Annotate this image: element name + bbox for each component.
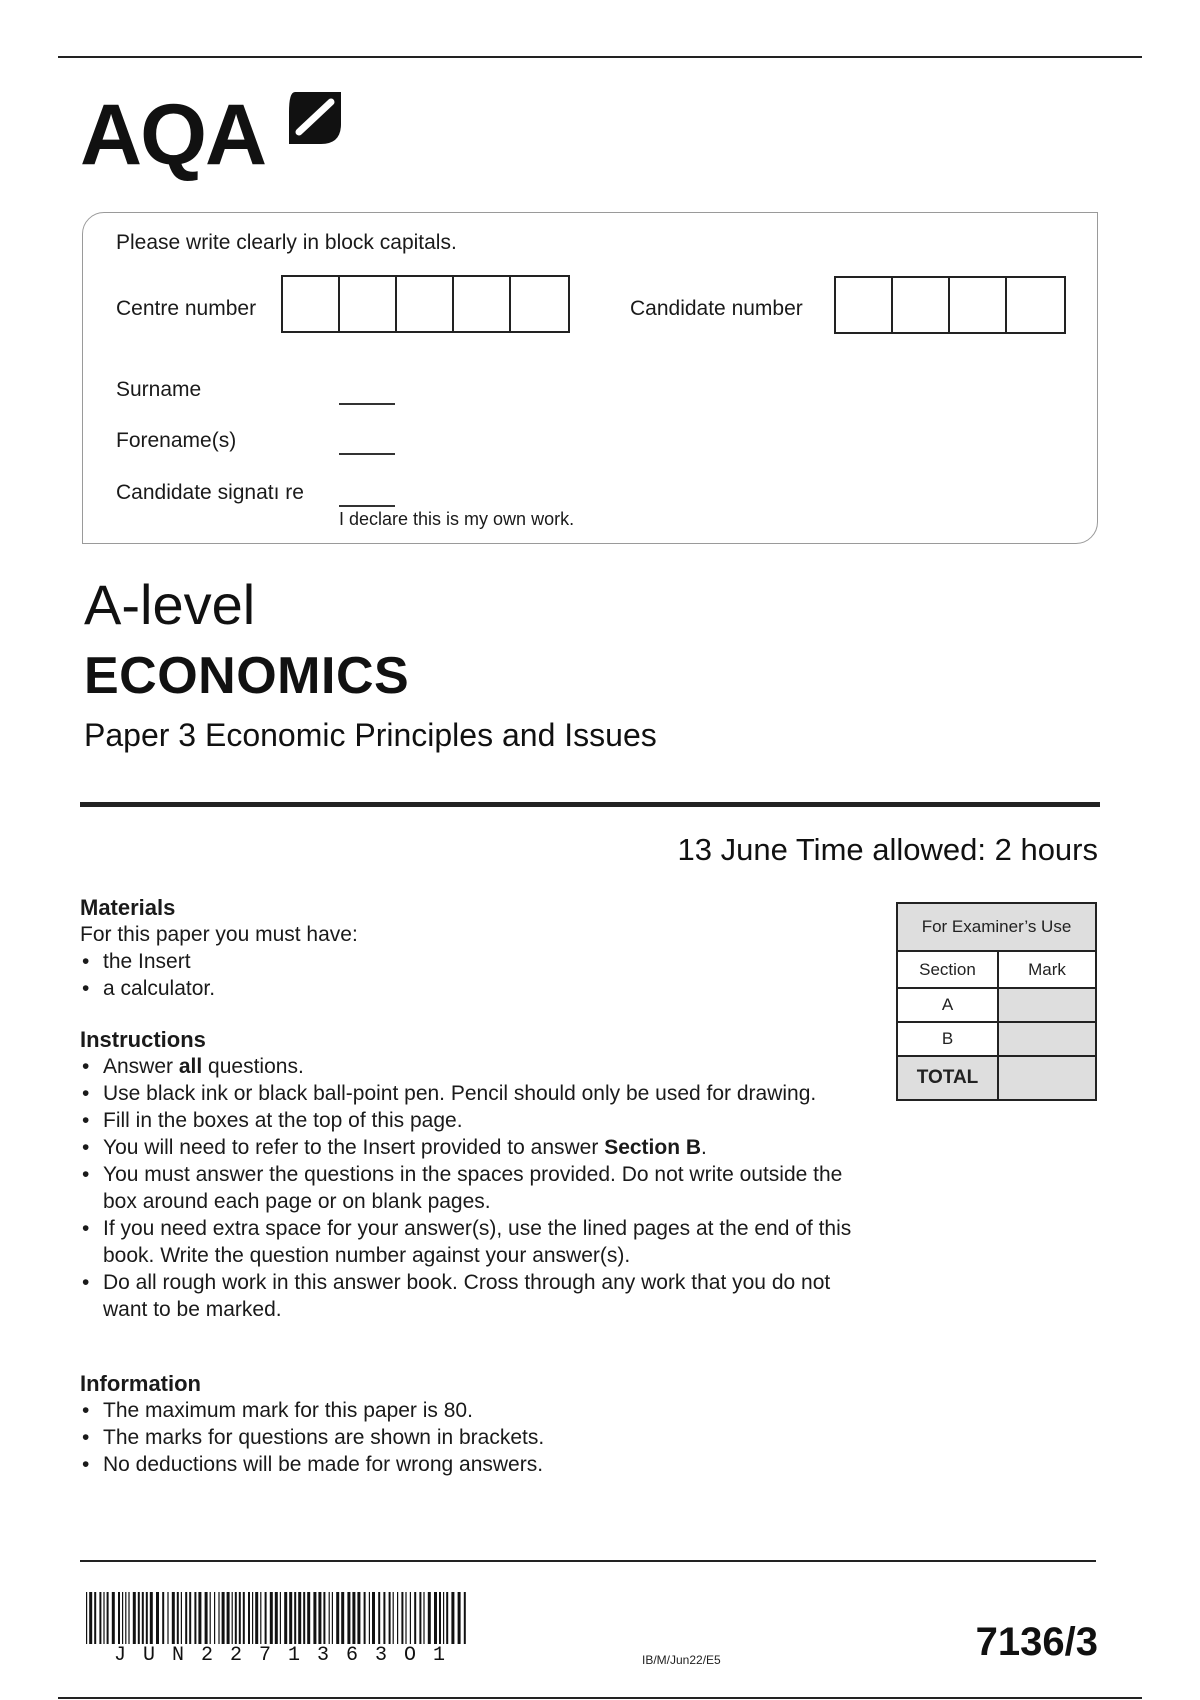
barcode-bar [167,1592,168,1644]
footer-rule [80,1560,1096,1562]
barcode-bar [439,1592,441,1644]
barcode-bar [341,1592,344,1644]
barcode-bar [142,1592,144,1644]
barcode-bar [446,1592,448,1644]
barcode-bar [189,1592,191,1644]
barcode-bar [393,1592,394,1644]
centre-digit-box[interactable] [340,277,397,331]
signature-label: Candidate signatı re [116,481,304,504]
materials-item: • a calculator. [80,975,880,1002]
barcode-bar [185,1592,187,1644]
barcode-bar [194,1592,196,1644]
barcode-bar [89,1592,92,1644]
barcode-bar [210,1592,211,1644]
barcode-bar [294,1592,296,1644]
instructions-section [80,1026,880,1323]
barcode-bar [451,1592,454,1644]
paper-title: Paper 3 Economic Principles and Issues [84,717,657,753]
barcode-bar [227,1592,230,1644]
instruction-item: • Use black ink or black ball-point pen. Pencil should only be used for drawing. [80,1080,880,1107]
barcode-bar [405,1592,406,1644]
candidate-details-box [82,212,1098,544]
barcode-bar [218,1592,219,1644]
section-label: A [897,988,998,1022]
barcode-bar [138,1592,140,1644]
forenames-label: Forename(s) [116,429,237,452]
barcode-text: JUN2271363O1 [114,1644,463,1667]
barcode-bar [401,1592,403,1644]
barcode-bar [389,1592,391,1644]
barcode-bar [298,1592,301,1644]
barcode-bar [260,1592,261,1644]
barcode-bar [357,1592,360,1644]
instruction-item: • Do all rough work in this answer book. Cross through any work that you do not want to be marked. [80,1269,880,1323]
barcode-bar [86,1592,87,1644]
barcode-bar [122,1592,123,1644]
information-heading: Information [80,1371,201,1396]
barcode-bar [222,1592,225,1644]
mark-column-header: Mark [998,951,1096,988]
aqa-leaf-icon [285,88,345,150]
instruction-item [80,1053,880,1080]
barcode-bar [248,1592,250,1644]
barcode-bar [372,1592,375,1644]
total-label: TOTAL [897,1056,998,1100]
barcode-bar [232,1592,233,1644]
barcode-bar [275,1592,278,1644]
barcode-bar [443,1592,444,1644]
centre-number-label: Centre number [116,297,257,320]
instruction-item: • You must answer the questions in the spaces provided. Do not write outside the box around each page or on blank pages. [80,1161,880,1215]
bottom-rule [58,1697,1142,1699]
barcode-bar [458,1592,461,1644]
candidate-digit-box[interactable] [836,278,893,332]
barcode-bar [419,1592,421,1644]
qualification-level: A-level [84,573,256,636]
barcode-bar [378,1592,380,1644]
candidate-digit-box[interactable] [950,278,1007,332]
barcode-bar [205,1592,208,1644]
barcode-bar [252,1592,253,1644]
barcode-bar [434,1592,437,1644]
candidate-digit-box[interactable] [893,278,950,332]
mark-cell [998,1022,1096,1056]
logo-text: AQA [80,87,266,183]
block-capitals-instruction: Please write clearly in block capitals. [116,231,457,254]
barcode [86,1592,470,1644]
top-rule [58,56,1142,58]
barcode-bar [198,1592,201,1644]
barcode-bar [265,1592,267,1644]
barcode-bar [284,1592,287,1644]
barcode-bar [103,1592,104,1644]
centre-digit-box[interactable] [283,277,340,331]
barcode-bar [235,1592,237,1644]
barcode-bar [303,1592,305,1644]
barcode-bar [352,1592,355,1644]
instruction-emphasis: all [178,1055,203,1078]
barcode-bar [313,1592,316,1644]
instruction-text: . [701,1136,707,1159]
surname-label: Surname [116,378,202,401]
instruction-text: questions. [202,1055,304,1078]
barcode-bar [423,1592,424,1644]
barcode-bar [289,1592,292,1644]
barcode-bar [177,1592,179,1644]
materials-item: • the Insert [80,948,880,975]
section-label: B [897,1022,998,1056]
barcode-bar [383,1592,385,1644]
barcode-bar [336,1592,339,1644]
barcode-bar [318,1592,321,1644]
barcode-bar [99,1592,101,1644]
information-item: • No deductions will be made for wrong answers. [80,1451,880,1478]
materials-section [80,894,880,1002]
centre-digit-box[interactable] [454,277,511,331]
barcode-bar [364,1592,366,1644]
barcode-bar [125,1592,126,1644]
barcode-bar [307,1592,310,1644]
instruction-item: • Fill in the boxes at the top of this page. [80,1107,880,1134]
information-item: • The maximum mark for this paper is 80. [80,1397,880,1424]
exam-date-time: 13 June Time allowed: 2 hours [677,832,1098,867]
instruction-emphasis: Section B [604,1136,702,1159]
examiner-use-table [896,902,1097,1101]
barcode-bar [172,1592,175,1644]
instruction-item [80,1134,880,1161]
surname-field[interactable] [339,403,395,405]
barcode-bar [133,1592,136,1644]
materials-heading: Materials [80,895,176,920]
barcode-bar [128,1592,129,1644]
centre-digit-box[interactable] [397,277,454,331]
barcode-bar [118,1592,120,1644]
centre-number-boxes[interactable] [281,275,570,333]
barcode-bar [214,1592,215,1644]
subject-title: ECONOMICS [84,647,410,705]
barcode-bar [156,1592,159,1644]
candidate-number-label: Candidate number [630,297,803,320]
barcode-bar [162,1592,164,1644]
candidate-number-boxes[interactable] [834,276,1066,334]
information-section [80,1370,880,1478]
aqa-logo [80,88,350,188]
barcode-bar [239,1592,241,1644]
instruction-text: Answer [103,1055,179,1078]
paper-code: 7136/3 [975,1620,1098,1664]
barcode-bar [464,1592,466,1644]
barcode-bar [414,1592,416,1644]
instruction-item: • If you need extra space for your answer(s), use the lined pages at the end of this book. Write the question number against your answer(s). [80,1215,880,1269]
barcode-bar [255,1592,258,1644]
barcode-bar [428,1592,431,1644]
instruction-text: You will need to refer to the Insert provided to answer [103,1136,605,1159]
paper-reference: IB/M/Jun22/E5 [642,1653,721,1667]
barcode-bar [369,1592,370,1644]
examiner-table-title: For Examiner’s Use [897,903,1096,951]
forenames-field[interactable] [339,453,395,455]
barcode-bar [347,1592,350,1644]
barcode-bar [243,1592,245,1644]
barcode-bar [107,1592,109,1644]
materials-intro: For this paper you must have: [80,923,358,946]
declaration-text: I declare this is my own work. [339,509,575,529]
barcode-bar [150,1592,153,1644]
barcode-bar [323,1592,325,1644]
information-item: • The marks for questions are shown in brackets. [80,1424,880,1451]
instructions-heading: Instructions [80,1027,206,1052]
barcode-bar [332,1592,333,1644]
barcode-bar [270,1592,273,1644]
barcode-bar [397,1592,398,1644]
mark-cell [998,988,1096,1022]
barcode-bar [329,1592,330,1644]
title-rule [80,802,1100,807]
total-mark-cell [998,1056,1096,1100]
barcode-bar [146,1592,148,1644]
signature-field[interactable] [339,505,395,507]
barcode-bar [181,1592,182,1644]
barcode-bar [94,1592,96,1644]
barcode-bar [112,1592,115,1644]
candidate-digit-box[interactable] [1007,278,1064,332]
barcode-bar [410,1592,411,1644]
barcode-bar [280,1592,281,1644]
section-column-header: Section [897,951,998,988]
centre-digit-box[interactable] [511,277,568,331]
